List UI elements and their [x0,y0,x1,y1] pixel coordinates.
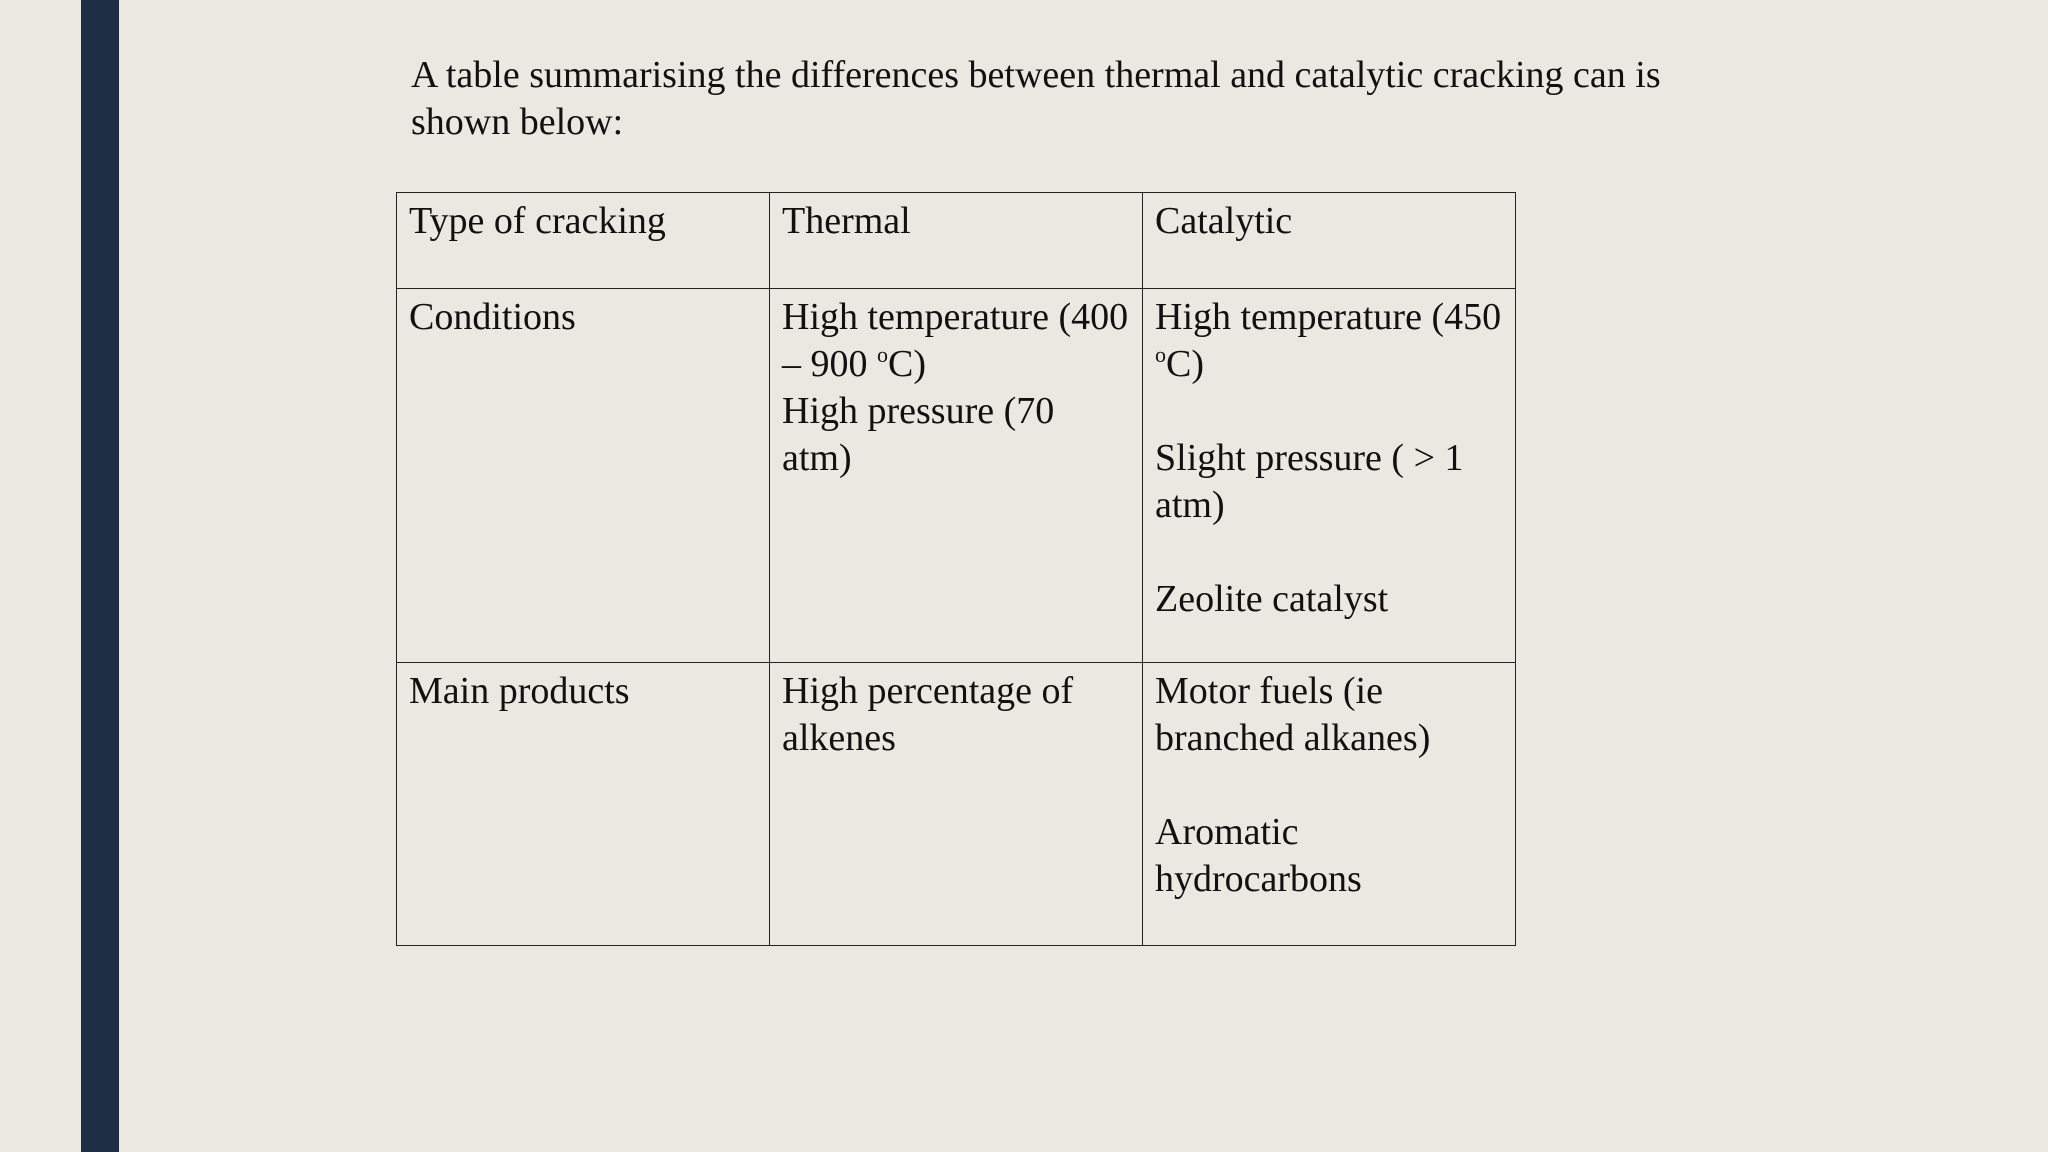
temperature-unit: C) [888,343,926,385]
degree-symbol: o [877,342,888,367]
catalytic-catalyst: Zeolite catalyst [1155,578,1389,620]
accent-bar [81,0,119,1152]
header-catalytic: Catalytic [1143,193,1516,289]
thermal-products-cell [770,663,1143,946]
catalytic-temperature-text: High temperature (450 [1155,296,1511,338]
spacer [1155,529,1503,576]
catalytic-temperature [1155,294,1511,388]
catalytic-pressure: Slight pressure ( > 1 atm) [1155,437,1474,526]
spacer [1155,762,1503,809]
main-products-label: Main products [397,663,770,946]
header-thermal: Thermal [770,193,1143,289]
table-row-conditions [397,289,1516,663]
table-row-main-products [397,663,1516,946]
catalytic-product-motor-fuels: Motor fuels (ie branched alkanes) [1155,670,1431,759]
conditions-label: Conditions [397,289,770,663]
comparison-table [396,192,1516,946]
thermal-pressure: High pressure (70 atm) [782,390,1064,479]
thermal-conditions-cell [770,289,1143,663]
table-header-row [397,193,1516,289]
degree-symbol: o [1155,342,1166,367]
intro-text: A table summarising the differences between thermal and catalytic cracking can is shown below: [411,54,1661,143]
catalytic-product-aromatics: Aromatic hydrocarbons [1155,811,1362,900]
thermal-temperature [782,294,1138,388]
spacer [1155,388,1503,435]
header-type-of-cracking: Type of cracking [397,193,770,289]
catalytic-products-cell [1143,663,1516,946]
temperature-unit: C) [1166,343,1204,385]
thermal-products: High percentage of alkenes [782,670,1083,759]
thermal-temperature-text: High temperature (400 – 900 [782,296,1138,385]
catalytic-conditions-cell [1143,289,1516,663]
